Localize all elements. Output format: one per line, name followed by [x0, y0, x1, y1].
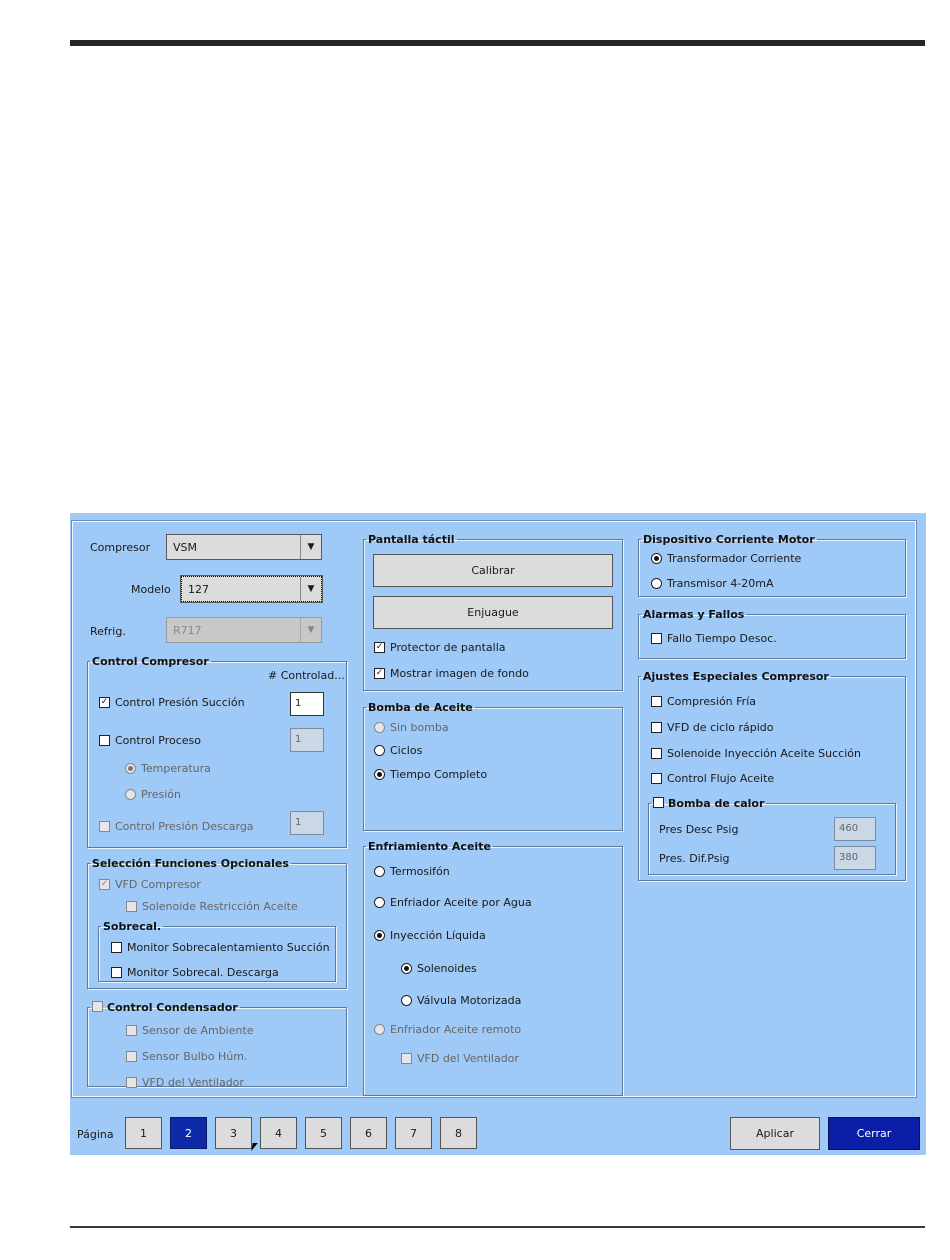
calibrar-button[interactable]: Calibrar — [373, 554, 613, 587]
proceso-label: Control Proceso — [115, 734, 201, 747]
checkbox-unchecked-icon — [126, 1077, 137, 1088]
sensor-ambiente-label: Sensor de Ambiente — [142, 1024, 254, 1037]
control-condensador-legend[interactable] — [90, 1001, 240, 1014]
solenoide-restriccion-checkbox — [126, 900, 298, 913]
checkbox-unchecked-icon[interactable] — [111, 942, 122, 953]
radio-unselected-icon[interactable] — [374, 897, 385, 908]
vfd-ciclo-rapido-checkbox[interactable] — [651, 721, 774, 734]
valvula-motorizada-radio[interactable] — [401, 994, 521, 1007]
solenoide-inyeccion-checkbox[interactable] — [651, 747, 861, 760]
checkbox-checked-icon[interactable]: ✓ — [375, 642, 384, 652]
pagina-label: Página — [77, 1128, 114, 1141]
vfd-ciclo-rapido-label: VFD de ciclo rápido — [667, 721, 774, 734]
ciclos-label: Ciclos — [390, 744, 423, 757]
termosifon-label: Termosifón — [390, 865, 450, 878]
footer-rule — [70, 1226, 925, 1228]
presion-radio — [125, 788, 181, 801]
radio-unselected-icon[interactable] — [374, 745, 385, 756]
monitor-succion-label: Monitor Sobrecalentamiento Succión — [127, 941, 330, 954]
transmisor-radio[interactable] — [651, 577, 774, 590]
sensor-bulbo-checkbox — [126, 1050, 247, 1063]
radio-selected-icon[interactable] — [374, 769, 385, 780]
radio-selected-icon — [125, 763, 136, 774]
checkbox-unchecked-icon[interactable] — [651, 722, 662, 733]
ciclos-radio[interactable] — [374, 744, 422, 757]
radio-selected-icon[interactable] — [401, 963, 412, 974]
compresion-fria-label: Compresión Fría — [667, 695, 756, 708]
page-5-button[interactable]: 5 — [305, 1117, 342, 1149]
refrig-value: R717 — [173, 624, 202, 637]
mostrar-imagen-checkbox[interactable] — [374, 667, 529, 680]
page-6-button[interactable]: 6 — [350, 1117, 387, 1149]
sin-bomba-radio — [374, 721, 449, 734]
radio-selected-icon[interactable] — [651, 553, 662, 564]
temperatura-radio — [125, 762, 211, 775]
checkbox-unchecked-icon — [99, 821, 110, 832]
presion-succion-checkbox[interactable] — [99, 696, 245, 709]
mouse-pointer-icon — [251, 1143, 257, 1151]
sensor-bulbo-label: Sensor Bulbo Húm. — [142, 1050, 248, 1063]
compresion-fria-checkbox[interactable] — [651, 695, 756, 708]
control-condensador-group — [87, 1001, 347, 1087]
transformador-label: Transformador Corriente — [667, 552, 802, 565]
presion-descarga-label: Control Presión Descarga — [115, 820, 254, 833]
checkbox-unchecked-icon[interactable] — [92, 1001, 103, 1012]
inyeccion-liquida-radio[interactable] — [374, 929, 486, 942]
transmisor-label: Transmisor 4-20mA — [667, 577, 774, 590]
cerrar-button[interactable]: Cerrar — [828, 1117, 920, 1150]
checkbox-checked-icon[interactable]: ✓ — [375, 668, 384, 678]
radio-unselected-icon — [374, 722, 385, 733]
enfriador-remoto-label: Enfriador Aceite remoto — [390, 1023, 522, 1036]
modelo-dropdown[interactable] — [181, 576, 322, 602]
settings-panel — [70, 513, 926, 1155]
enfriador-agua-radio[interactable] — [374, 896, 532, 909]
vfd-compresor-checkbox — [99, 878, 201, 891]
temperatura-label: Temperatura — [141, 762, 211, 775]
proceso-count-input: 1 — [290, 728, 324, 752]
radio-unselected-icon — [125, 789, 136, 800]
chevron-down-icon: ▼ — [300, 618, 321, 642]
refrig-dropdown — [166, 617, 322, 643]
checkbox-unchecked-icon[interactable] — [653, 797, 664, 808]
valvula-motorizada-label: Válvula Motorizada — [417, 994, 522, 1007]
radio-unselected-icon — [374, 1024, 385, 1035]
fallo-tiempo-label: Fallo Tiempo Desoc. — [667, 632, 777, 645]
checkbox-unchecked-icon — [126, 1051, 137, 1062]
monitor-descarga-checkbox[interactable] — [111, 966, 279, 979]
modelo-label: Modelo — [131, 583, 171, 596]
monitor-succion-checkbox[interactable] — [111, 941, 330, 954]
bomba-calor-legend[interactable] — [651, 797, 766, 810]
radio-unselected-icon[interactable] — [401, 995, 412, 1006]
control-flujo-label: Control Flujo Aceite — [667, 772, 775, 785]
enfriador-agua-label: Enfriador Aceite por Agua — [390, 896, 532, 909]
presion-succion-label: Control Presión Succión — [115, 696, 245, 709]
chevron-down-icon[interactable]: ▼ — [300, 535, 321, 559]
sensor-ambiente-checkbox — [126, 1024, 254, 1037]
settings-content — [72, 521, 916, 1097]
pantalla-tactil-title: Pantalla táctil — [368, 533, 455, 546]
checkbox-unchecked-icon[interactable] — [651, 633, 662, 644]
checkbox-unchecked-icon[interactable] — [99, 735, 110, 746]
control-flujo-checkbox[interactable] — [651, 772, 774, 785]
protector-pantalla-checkbox[interactable] — [374, 641, 506, 654]
refrig-label: Refrig. — [90, 625, 126, 638]
checkbox-unchecked-icon[interactable] — [651, 773, 662, 784]
presion-descarga-count-input: 1 — [290, 811, 324, 835]
checkbox-unchecked-icon[interactable] — [651, 696, 662, 707]
compresor-value: VSM — [173, 541, 197, 554]
enfriamiento-vfd-checkbox — [401, 1052, 519, 1065]
compresor-dropdown[interactable] — [166, 534, 322, 560]
dispositivo-motor-title: Dispositivo Corriente Motor — [643, 533, 815, 546]
page-7-button[interactable]: 7 — [395, 1117, 432, 1149]
monitor-descarga-label: Monitor Sobrecal. Descarga — [127, 966, 279, 979]
tiempo-completo-radio[interactable] — [374, 768, 487, 781]
transformador-radio[interactable] — [651, 552, 801, 565]
compresor-label: Compresor — [90, 541, 151, 554]
solenoides-label: Solenoides — [417, 962, 477, 975]
radio-selected-icon[interactable] — [374, 930, 385, 941]
solenoide-inyeccion-label: Solenoide Inyección Aceite Succión — [667, 747, 861, 760]
checkbox-unchecked-icon[interactable] — [651, 748, 662, 759]
ajustes-especiales-title: Ajustes Especiales Compresor — [643, 670, 829, 683]
inyeccion-liquida-label: Inyección Líquida — [390, 929, 486, 942]
bomba-aceite-title: Bomba de Aceite — [368, 701, 473, 714]
pres-desc-label: Pres Desc Psig — [659, 823, 739, 836]
enfriamiento-aceite-title: Enfriamiento Aceite — [368, 840, 491, 853]
enfriamiento-vfd-label: VFD del Ventilador — [417, 1052, 519, 1065]
checkbox-unchecked-icon — [401, 1053, 412, 1064]
header-rule — [70, 40, 925, 46]
enfriador-remoto-radio — [374, 1023, 521, 1036]
presion-label: Presión — [141, 788, 181, 801]
checkbox-checked-icon[interactable]: ✓ — [100, 697, 109, 707]
controladores-header: # Controlad... — [268, 669, 345, 682]
vfd-compresor-label: VFD Compresor — [115, 878, 201, 891]
tiempo-completo-label: Tiempo Completo — [390, 768, 488, 781]
sin-bomba-label: Sin bomba — [390, 721, 449, 734]
pres-dif-input: 380 — [834, 846, 876, 870]
radio-unselected-icon[interactable] — [374, 866, 385, 877]
proceso-checkbox[interactable] — [99, 734, 201, 747]
pres-desc-input: 460 — [834, 817, 876, 841]
checkbox-unchecked-icon[interactable] — [111, 967, 122, 978]
presion-succion-count-input[interactable]: 1 — [290, 692, 324, 716]
page-3-button[interactable]: 3 — [215, 1117, 252, 1149]
termosifon-radio[interactable] — [374, 865, 450, 878]
sobrecal-title: Sobrecal. — [103, 920, 162, 933]
page-2-button[interactable]: 2 — [170, 1117, 207, 1149]
bomba-calor-title: Bomba de calor — [668, 797, 765, 810]
checkbox-unchecked-icon — [126, 1025, 137, 1036]
control-condensador-title: Control Condensador — [107, 1001, 238, 1014]
page-8-button[interactable]: 8 — [440, 1117, 477, 1149]
solenoides-radio[interactable] — [401, 962, 477, 975]
page-4-button[interactable]: 4 — [260, 1117, 297, 1149]
fallo-tiempo-checkbox[interactable] — [651, 632, 777, 645]
condensador-vfd-label: VFD del Ventilador — [142, 1076, 244, 1089]
page-1-button[interactable]: 1 — [125, 1117, 162, 1149]
mostrar-imagen-label: Mostrar imagen de fondo — [390, 667, 529, 680]
protector-pantalla-label: Protector de pantalla — [390, 641, 506, 654]
condensador-vfd-checkbox — [126, 1076, 244, 1089]
solenoide-restriccion-label: Solenoide Restricción Aceite — [142, 900, 298, 913]
funciones-opcionales-title: Selección Funciones Opcionales — [92, 857, 289, 870]
checkbox-unchecked-icon — [126, 901, 137, 912]
control-compresor-title: Control Compresor — [92, 655, 209, 668]
presion-descarga-checkbox — [99, 820, 254, 833]
modelo-value: 127 — [188, 583, 209, 596]
enjuague-button[interactable]: Enjuague — [373, 596, 613, 629]
pres-dif-label: Pres. Dif.Psig — [659, 852, 730, 865]
checkbox-checked-icon: ✓ — [100, 879, 109, 889]
alarmas-fallos-title: Alarmas y Fallos — [643, 608, 745, 621]
radio-unselected-icon[interactable] — [651, 578, 662, 589]
aplicar-button[interactable]: Aplicar — [730, 1117, 820, 1150]
chevron-down-icon[interactable]: ▼ — [300, 577, 321, 601]
